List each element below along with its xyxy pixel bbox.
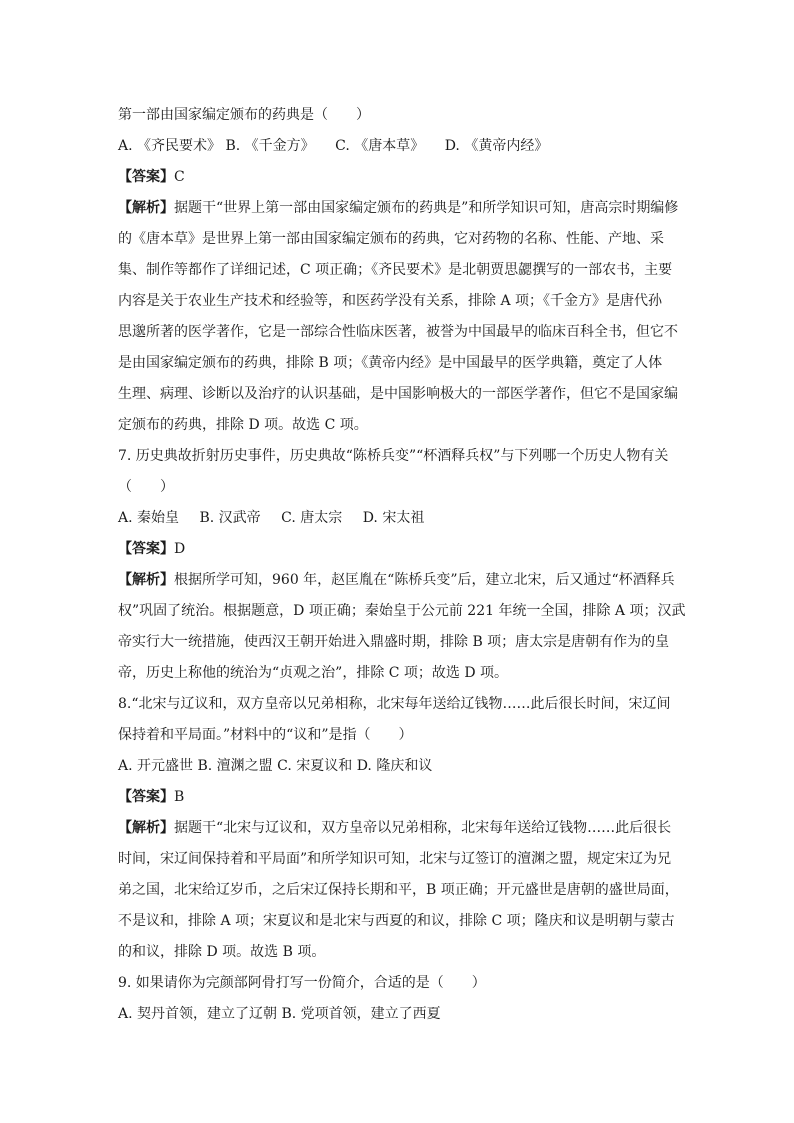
- q6-option-d: D. 《黄帝内经》: [444, 138, 549, 154]
- q6-analysis-line: 生理、病理、诊断以及治疗的认识基础，是中国影响极大的一部医学著作，但它不是国家编: [118, 386, 678, 402]
- q7-analysis-line: 权”巩固了统治。根据题意，D 项正确；秦始皇于公元前 221 年统一全国，排除 A 项；汉武: [118, 603, 686, 619]
- answer-tag: 【答案】: [118, 169, 174, 185]
- q9-option-a: A. 契丹首领，建立了辽朝: [118, 1006, 278, 1022]
- q6-analysis-line: 思邈所著的医学著作，它是一部综合性临床医著，被誉为中国最早的临床百科全书，但它不: [118, 324, 678, 340]
- q6-analysis-line: 定颁布的药典，排除 D 项。故选 C 项。: [118, 417, 368, 433]
- q6-option-a: A. 《齐民要术》: [118, 138, 222, 154]
- q8-option-d: D. 隆庆和议: [356, 758, 433, 774]
- q8-analysis-line: 的和议，排除 D 项。故选 B 项。: [118, 944, 326, 960]
- q7-option-b: B. 汉武帝: [199, 510, 261, 526]
- q6-analysis-line: 是由国家编定颁布的药典，排除 B 项；《黄帝内经》是中国最早的医学典籍，奠定了人体: [118, 355, 663, 371]
- q7-analysis-line: [118, 565, 678, 596]
- analysis-tag: 【解析】: [118, 820, 174, 836]
- q7-answer: [118, 534, 678, 565]
- q8-option-b: B. 澶渊之盟: [197, 758, 273, 774]
- q8-analysis-line: [118, 813, 678, 844]
- q8-stem: 保持着和平局面。”材料中的“议和”是指（ ）: [118, 727, 413, 743]
- q7-option-d: D. 宋太祖: [362, 510, 425, 526]
- q7-option-a: A. 秦始皇: [118, 510, 180, 526]
- analysis-text: 据题干“北宋与辽议和，双方皇帝以兄弟相称，北宋每年送给辽钱物……此后很长: [174, 820, 672, 836]
- q8-options: [118, 751, 678, 782]
- answer-value: B: [174, 789, 185, 805]
- analysis-text: 根据所学可知，960 年，赵匡胤在“陈桥兵变”后，建立北宋，后又通过“杯酒释兵: [174, 572, 675, 588]
- q7-stem: （ ）: [118, 479, 174, 495]
- q7-stem: 7. 历史典故折射历史事件，历史典故“陈桥兵变”“杯酒释兵权”与下列哪一个历史人物有关: [118, 448, 669, 464]
- q8-stem: 8.“北宋与辽议和，双方皇帝以兄弟相称，北宋每年送给辽钱物……此后很长时间，宋辽间: [118, 696, 671, 712]
- q7-analysis-line: 帝，历史上称他的统治为“贞观之治”，排除 C 项；故选 D 项。: [118, 665, 509, 681]
- analysis-text: 据题干“世界上第一部由国家编定颁布的药典是”和所学知识可知，唐高宗时期编修: [174, 200, 679, 216]
- answer-value: D: [174, 541, 186, 557]
- q9-stem: 9. 如果请你为完颜部阿骨打写一份简介，合适的是（ ）: [118, 975, 486, 991]
- q6-stem: 第一部由国家编定颁布的药典是（ ）: [118, 107, 370, 123]
- answer-tag: 【答案】: [118, 541, 174, 557]
- q8-analysis-line: 时间，宋辽间保持着和平局面”和所学知识可知，北宋与辽签订的澶渊之盟，规定宋辽为兄: [118, 851, 672, 867]
- q6-answer: [118, 162, 678, 193]
- q6-analysis-line: [118, 193, 678, 224]
- q7-analysis-line: 帝实行大一统措施，使西汉王朝开始进入鼎盛时期，排除 B 项；唐太宗是唐朝有作为的皇: [118, 634, 670, 650]
- q6-options: [118, 131, 678, 162]
- answer-value: C: [174, 169, 185, 185]
- q7-option-c: C. 唐太宗: [281, 510, 343, 526]
- analysis-tag: 【解析】: [118, 572, 174, 588]
- q6-analysis-line: 的《唐本草》是世界上第一部由国家编定颁布的药典，它对药物的名称、性能、产地、采: [118, 231, 664, 247]
- q6-option-c: C. 《唐本草》: [335, 138, 425, 154]
- q7-options: [118, 503, 678, 534]
- q9-options: [118, 999, 678, 1030]
- answer-tag: 【答案】: [118, 789, 174, 805]
- q8-answer: [118, 782, 678, 813]
- q6-analysis-line: 内容是关于农业生产技术和经验等，和医药学没有关系，排除 A 项；《千金方》是唐代孙: [118, 293, 663, 309]
- q8-option-a: A. 开元盛世: [118, 758, 194, 774]
- q8-option-c: C. 宋夏议和: [277, 758, 353, 774]
- analysis-tag: 【解析】: [118, 200, 174, 216]
- q8-analysis-line: 不是议和，排除 A 项；宋夏议和是北宋与西夏的和议，排除 C 项；隆庆和议是明朝与蒙古: [118, 913, 675, 929]
- q6-analysis-line: 集、制作等都作了详细记述，C 项正确；《齐民要术》是北朝贾思勰撰写的一部农书，主要: [118, 262, 673, 278]
- q9-option-b: B. 党项首领，建立了西夏: [281, 1006, 441, 1022]
- document-page: [118, 100, 686, 1030]
- q6-option-b: B. 《千金方》: [225, 138, 315, 154]
- q8-analysis-line: 弟之国，北宋给辽岁币，之后宋辽保持长期和平，B 项正确；开元盛世是唐朝的盛世局面，: [118, 882, 679, 898]
